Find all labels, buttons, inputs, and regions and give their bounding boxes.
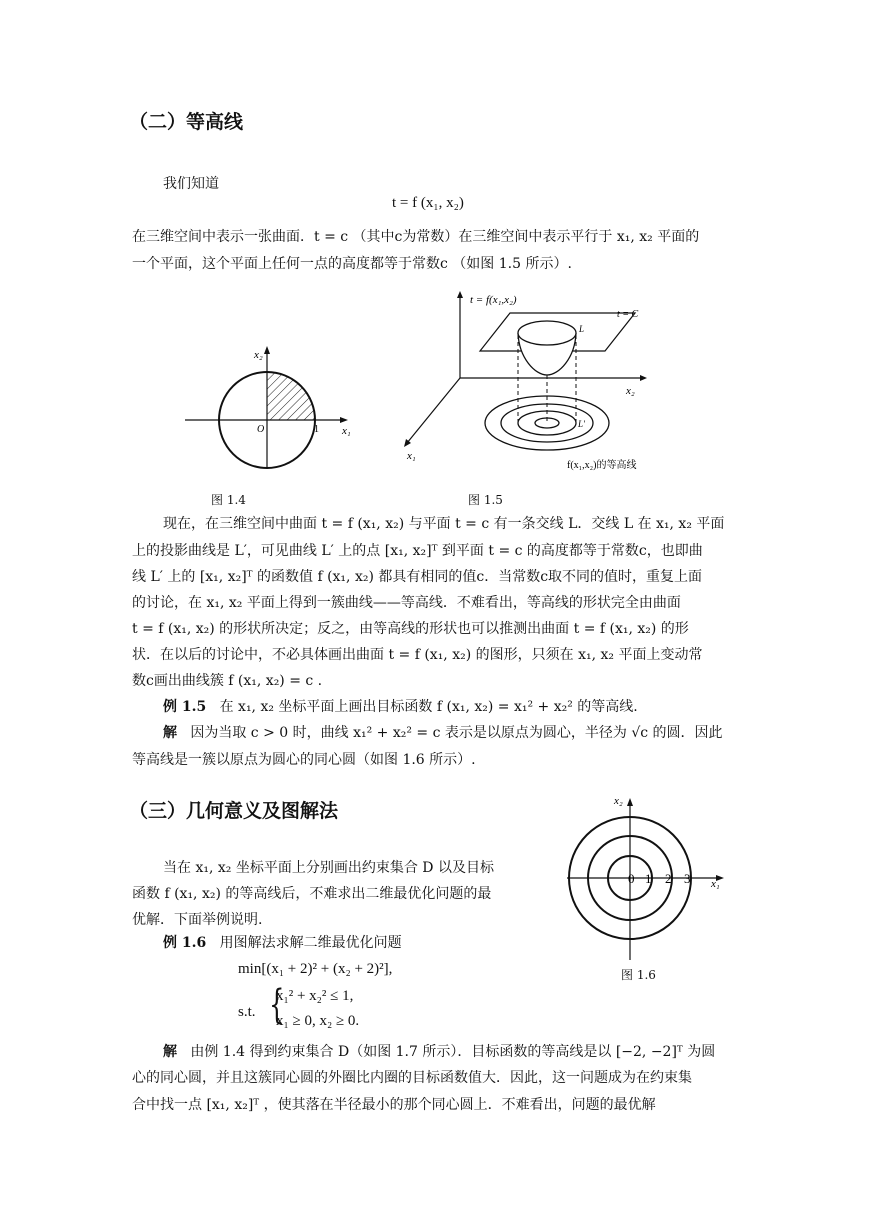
arrow-right-icon: [640, 375, 647, 381]
figure-caption: 图 1.6: [621, 968, 656, 982]
origin-label: O: [257, 424, 265, 435]
paragraph-line: 在三维空间中表示一张曲面．t = c （其中c为常数）在三维空间中表示平行于 x₁, x₂ 平面的: [132, 229, 700, 245]
paragraph-line: 现在，在三维空间中曲面 t = f (x₁, x₂) 与平面 t = c 有一条交线 L．交线 L 在 x₁, x₂ 平面: [163, 516, 725, 532]
plane-label: t = C: [617, 309, 639, 320]
example-label: 例 1.5: [163, 699, 207, 715]
example-text: 在 x₁, x₂ 坐标平面上画出目标函数 f (x₁, x₂) = x₁² + x₂² 的等高线.: [219, 699, 638, 715]
paragraph-line: 函数 f (x₁, x₂) 的等高线后，不难求出二维最优化问题的最: [132, 886, 492, 902]
x2-label: x₂: [254, 349, 263, 361]
equation-surface: t = f (x₁, x₂): [392, 195, 464, 211]
curve-Lp-label: L′: [578, 419, 585, 429]
solution-label: 解: [163, 1044, 177, 1060]
x1-label: x₁: [342, 425, 351, 437]
figure-1-5: [395, 283, 685, 478]
paragraph-line: 当在 x₁, x₂ 坐标平面上分别画出约束集合 D 以及目标: [163, 860, 494, 876]
paragraph-line: 优解．下面举例说明.: [132, 912, 263, 928]
equation-objective: min[(x₁ + 2)² + (x₂ + 2)²],: [238, 961, 393, 977]
example-1-5: [163, 699, 638, 715]
solution-text: 因为当取 c > 0 时，曲线 x₁² + x₂² = c 表示是以原点为圆心，半径为 √c 的圆．因此: [190, 725, 723, 741]
section-title-graphical: （三）几何意义及图解法: [129, 800, 339, 822]
x1-label: x₁: [711, 878, 720, 890]
paragraph-line: 数c画出曲线簇 f (x₁, x₂) = c .: [132, 673, 323, 689]
arrow-up-icon: [457, 291, 463, 298]
tick-label: 1: [645, 871, 652, 886]
x2-label: x₂: [626, 385, 635, 397]
x2-label: x₂: [614, 795, 623, 807]
paragraph-line: 上的投影曲线是 L′，可见曲线 L′ 上的点 [x₁, x₂]ᵀ 到平面 t = c 的高度都等于常数c，也即曲: [132, 543, 703, 559]
example-1-6: [163, 935, 402, 951]
paragraph-line: 状．在以后的讨论中，不必具体画出曲面 t = f (x₁, x₂) 的图形，只须在 x₁, x₂ 平面上变动常: [132, 647, 703, 663]
brace-icon: {: [269, 982, 285, 1028]
equation-st: s.t.: [238, 1004, 256, 1020]
paragraph-line: 线 L′ 上的 [x₁, x₂]ᵀ 的函数值 f (x₁, x₂) 都具有相同的值c．当常数c取不同的值时，重复上面: [132, 569, 703, 585]
figure-1-6: [565, 788, 735, 963]
equation-constraint: x₁² + x₂² ≤ 1,: [276, 988, 354, 1004]
paragraph-line: 合中找一点 [x₁, x₂]ᵀ ，使其落在半径最小的那个同心圆上．不难看出，问题的最优解: [132, 1097, 656, 1113]
paragraph-line: 心的同心圆，并且这簇同心圆的外圈比内圈的目标函数值大．因此，这一问题成为在约束集: [132, 1070, 692, 1086]
solution-1-5: [163, 725, 723, 741]
x1-axis: [407, 378, 460, 443]
paragraph-line: 的讨论，在 x₁, x₂ 平面上得到一簇曲线——等高线．不难看出，等高线的形状完全由曲面: [132, 595, 681, 611]
paragraph-line: t = f (x₁, x₂) 的形状所决定；反之，由等高线的形状也可以推测出曲面 t = f (x₁, x₂) 的形: [132, 621, 689, 637]
tick-label: 2: [665, 871, 672, 886]
section-title-contour: （二）等高线: [129, 111, 244, 133]
intersection-curve: [518, 321, 576, 345]
solution-1-6: [163, 1044, 715, 1060]
paragraph-intro: 我们知道: [163, 176, 219, 192]
figure-1-4: [180, 340, 370, 470]
equation-constraint: x₁ ≥ 0, x₂ ≥ 0.: [276, 1013, 360, 1029]
x1-label: x₁: [407, 450, 416, 462]
arrow-up-icon: [264, 346, 270, 354]
contour-caption: f(x₁,x₂)的等高线: [567, 460, 637, 471]
solution-text: 由例 1.4 得到约束集合 D（如图 1.7 所示）．目标函数的等高线是以 [−2, −2]ᵀ 为圆: [190, 1044, 716, 1060]
paragraph-line: 等高线是一簇以原点为圆心的同心圆（如图 1.6 所示）.: [132, 752, 476, 768]
curve-L-label: L: [579, 324, 585, 334]
arrow-right-icon: [340, 417, 348, 423]
tick-label: 0: [628, 871, 635, 886]
example-label: 例 1.6: [163, 935, 207, 951]
paragraph-line: 一个平面，这个平面上任何一点的高度都等于常数c （如图 1.5 所示）.: [132, 256, 572, 272]
tick-label: 1: [314, 424, 319, 435]
figure-caption: 图 1.4: [211, 493, 246, 507]
surface-label: t = f(x₁,x₂): [470, 294, 517, 306]
figure-caption: 图 1.5: [468, 493, 503, 507]
arrow-up-icon: [627, 798, 633, 806]
example-text: 用图解法求解二维最优化问题: [219, 935, 402, 951]
tick-label: 3: [684, 871, 691, 886]
solution-label: 解: [163, 725, 177, 741]
